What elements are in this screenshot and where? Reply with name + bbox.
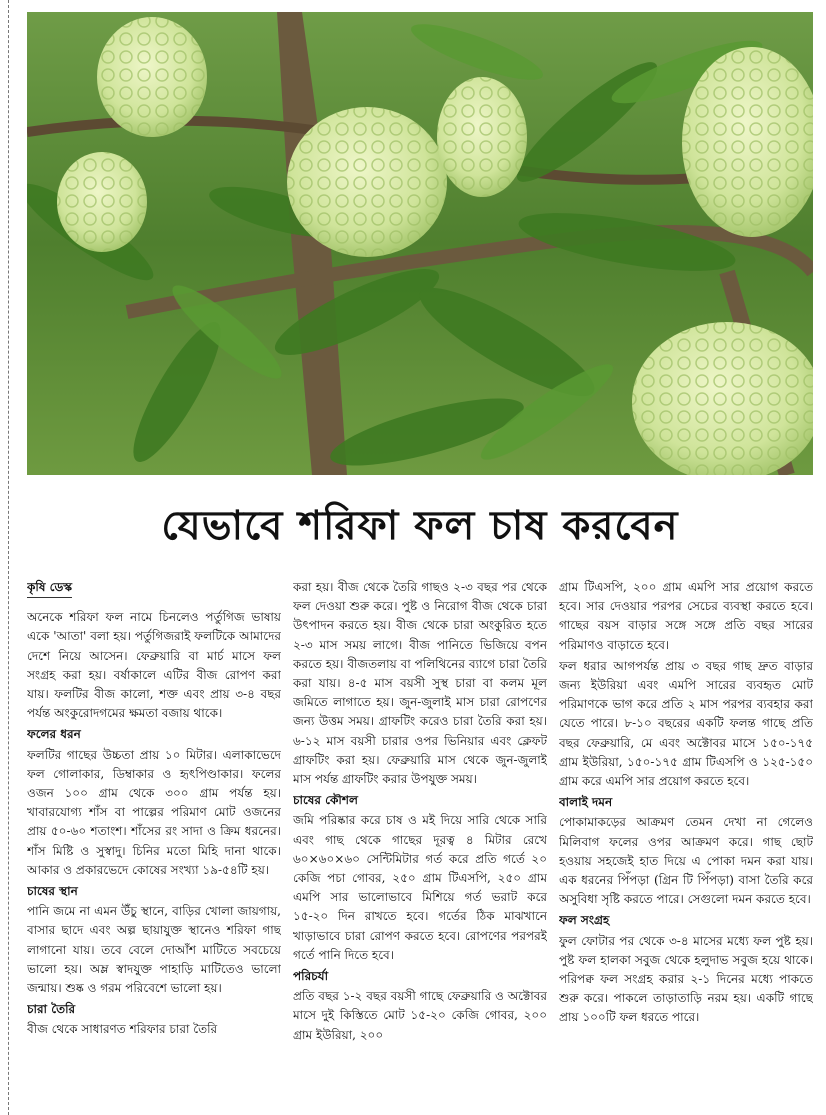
- section-heading: চারা তৈরি: [27, 1002, 76, 1017]
- section-heading: ফল সংগ্রহ: [559, 913, 610, 928]
- page-margin-rule: [8, 0, 9, 1115]
- section-heading: ফলের ধরন: [27, 727, 81, 742]
- article-headline: যেভাবে শরিফা ফল চাষ করবেন: [161, 503, 679, 549]
- paragraph: জমি পরিষ্কার করে চাষ ও মই দিয়ে সারি থেকে সারি এবং গাছ থেকে গাছের দূরত্ব ৪ মিটার রেখে ৬০×৬০×৬০ সেন্টিমিটার গর্ত করে প্রতি গর্তে ২০ কেজি পচা গোবর, ২৫০ গ্রাম টিএসপি, ২৫০ গ্রাম এমপি সার ভালোভাবে মিশিয়ে গর্ত ভরাট করে ১৫-২০ দিন রাখতে হবে। গর্তের ঠিক মাঝখানে খাড়াভাবে চারা রোপণ করতে হবে। রোপণের পরপরই গর্তে পানি দিতে হবে।: [293, 813, 547, 962]
- byline: কৃষি ডেস্ক: [27, 578, 72, 598]
- paragraph: পানি জমে না এমন উঁচু স্থানে, বাড়ির খোলা জায়গায়, বাসার ছাদে এবং অল্প ছায়াযুক্ত স্থানেও শরিফা গাছ লাগানো যায়। তবে বেলে দোআঁশ মাটিতে সবচেয়ে ভালো হয়। অম্ল স্বাদযুক্ত পাহাড়ি মাটিতেও ভালো জন্মায়। শুষ্ক ও গরম পরিবেশে ভালো হয়।: [27, 904, 281, 996]
- custard-apple-tree-photo: [27, 12, 813, 475]
- article-column-3: [559, 578, 813, 1104]
- article-column-1: [27, 578, 281, 1104]
- section-heading: পরিচর্যা: [293, 969, 329, 984]
- paragraph: ফলটির গাছের উচ্চতা প্রায় ১০ মিটার। এলাকাভেদে ফল গোলাকার, ডিম্বাকার ও হৃৎপিণ্ডাকার। ফলের ওজন ১০০ গ্রাম থেকে ৩০০ গ্রাম পর্যন্ত হয়। খাবারযোগ্য শাঁস বা পাল্পের পরিমাণ মোট ওজনের প্রায় ৫০-৬০ শতাংশ। শাঁসের রং সাদা ও ক্রিম ধরনের। শাঁস মিষ্টি ও সুস্বাদু। চিনির মতো মিহি দানা থাকে। আকার ও প্রকারভেদে কোষের সংখ্যা ১৯-৫৪টি হয়।: [27, 747, 281, 877]
- paragraph: পোকামাকড়ের আক্রমণ তেমন দেখা না গেলেও মিলিবাগ ফলের ওপর আক্রমণ করে। গাছ ছোট হওয়ায় সহজেই হাত দিয়ে এ পোকা দমন করা যায়। এক ধরনের পিঁপড়া (গ্রিন টি পিঁপড়া) বাসা তৈরি করে অসুবিধা সৃষ্টি করতে পারে। সেগুলো দমন করতে হবে।: [559, 815, 813, 907]
- section-heading: চাষের স্থান: [27, 884, 78, 899]
- paragraph: ফুল ফোটার পর থেকে ৩-৪ মাসের মধ্যে ফল পুষ্ট হয়। পুষ্ট ফল হালকা সবুজ থেকে হলুদাভ সবুজ হয়ে থাকে। পরিপক্ব ফল সংগ্রহ করার ২-১ দিনের মধ্যে পাকতে শুরু করে। পাকলে তাড়াতাড়ি নরম হয়। একটি গাছে প্রায় ১০০টি ফল ধরতে পারে।: [559, 933, 813, 1025]
- article-column-2: [293, 578, 547, 1104]
- section-heading: চাষের কৌশল: [293, 793, 358, 808]
- section-heading: বালাই দমন: [559, 795, 613, 810]
- paragraph: প্রতি বছর ১-২ বছর বয়সী গাছে ফেব্রুয়ারি ও অক্টোবর মাসে দুই কিস্তিতে মোট ১৫-২০ কেজি গোবর, ২০০ গ্রাম ইউরিয়া, ২০০: [293, 989, 547, 1042]
- paragraph: ফল ধরার আগপর্যন্ত প্রায় ৩ বছর গাছ দ্রুত বাড়ার জন্য ইউরিয়া এবং এমপি সারের ব্যবহৃত মোট পরিমাণকে ভাগ করে প্রতি ২ মাস পরপর ব্যবহার করা যেতে পারে। ৮-১০ বছরের একটি ফলন্ত গাছে প্রতি বছর ফেব্রুয়ারি, মে এবং অক্টোবর মাসে ১৫০-১৭৫ গ্রাম ইউরিয়া, ১৫০-১৭৫ গ্রাম টিএসপি ও ১২৫-১৫০ গ্রাম করে এমপি সার প্রয়োগ করতে হবে।: [559, 658, 813, 789]
- article-body: [27, 578, 813, 1104]
- paragraph: অনেকে শরিফা ফল নামে চিনলেও পর্তুগিজ ভাষায় একে 'আতা' বলা হয়। পর্তুগিজরাই ফলটিকে আমাদের দেশে নিয়ে আসেন। ফেব্রুয়ারি বা মার্চ মাসে ফল সংগ্রহ করা হয়। বর্ষাকালে এটির বীজ রোপণ করা যায়। ফলটির বীজ কালো, শক্ত এবং প্রায় ৩-৪ বছর পর্যন্ত অংকুরোদগমের ক্ষমতা বজায় থাকে।: [27, 610, 281, 721]
- paragraph: বীজ থেকে সাধারণত শরিফার চারা তৈরি: [27, 1022, 218, 1037]
- paragraph: গ্রাম টিএসপি, ২০০ গ্রাম এমপি সার প্রয়োগ করতে হবে। সার দেওয়ার পরপর সেচের ব্যবস্থা করতে হবে। গাছের বয়স বাড়ার সঙ্গে সঙ্গে প্রতি বছর সারের পরিমাণও বাড়াতে হবে।: [559, 580, 813, 652]
- paragraph: করা হয়। বীজ থেকে তৈরি গাছও ২-৩ বছর পর থেকে ফল দেওয়া শুরু করে। পুষ্ট ও নিরোগ বীজ থেকে চারা উৎপাদন করতে হয়। বীজ থেকে চারা অংকুরিত হতে ২-৩ মাস সময় লাগে। বীজ পানিতে ভিজিয়ে বপন করতে হয়। বীজতলায় বা পলিথিনের ব্যাগে চারা তৈরি করা যায়। ৪-৫ মাস বয়সী সুস্থ চারা বা কলম মূল জমিতে লাগাতে হয়। জুন-জুলাই মাস চারা রোপণের জন্য উত্তম সময়। গ্রাফটিং করেও চারা তৈরি করা হয়। ৬-১২ মাস বয়সী চারার ওপর ভিনিয়ার এবং ক্লেফট গ্রাফটিং করা হয়। ফেব্রুয়ারি মাস থেকে জুন-জুলাই মাস পর্যন্ত গ্রাফটিং করার উপযুক্ত সময়।: [293, 580, 547, 787]
